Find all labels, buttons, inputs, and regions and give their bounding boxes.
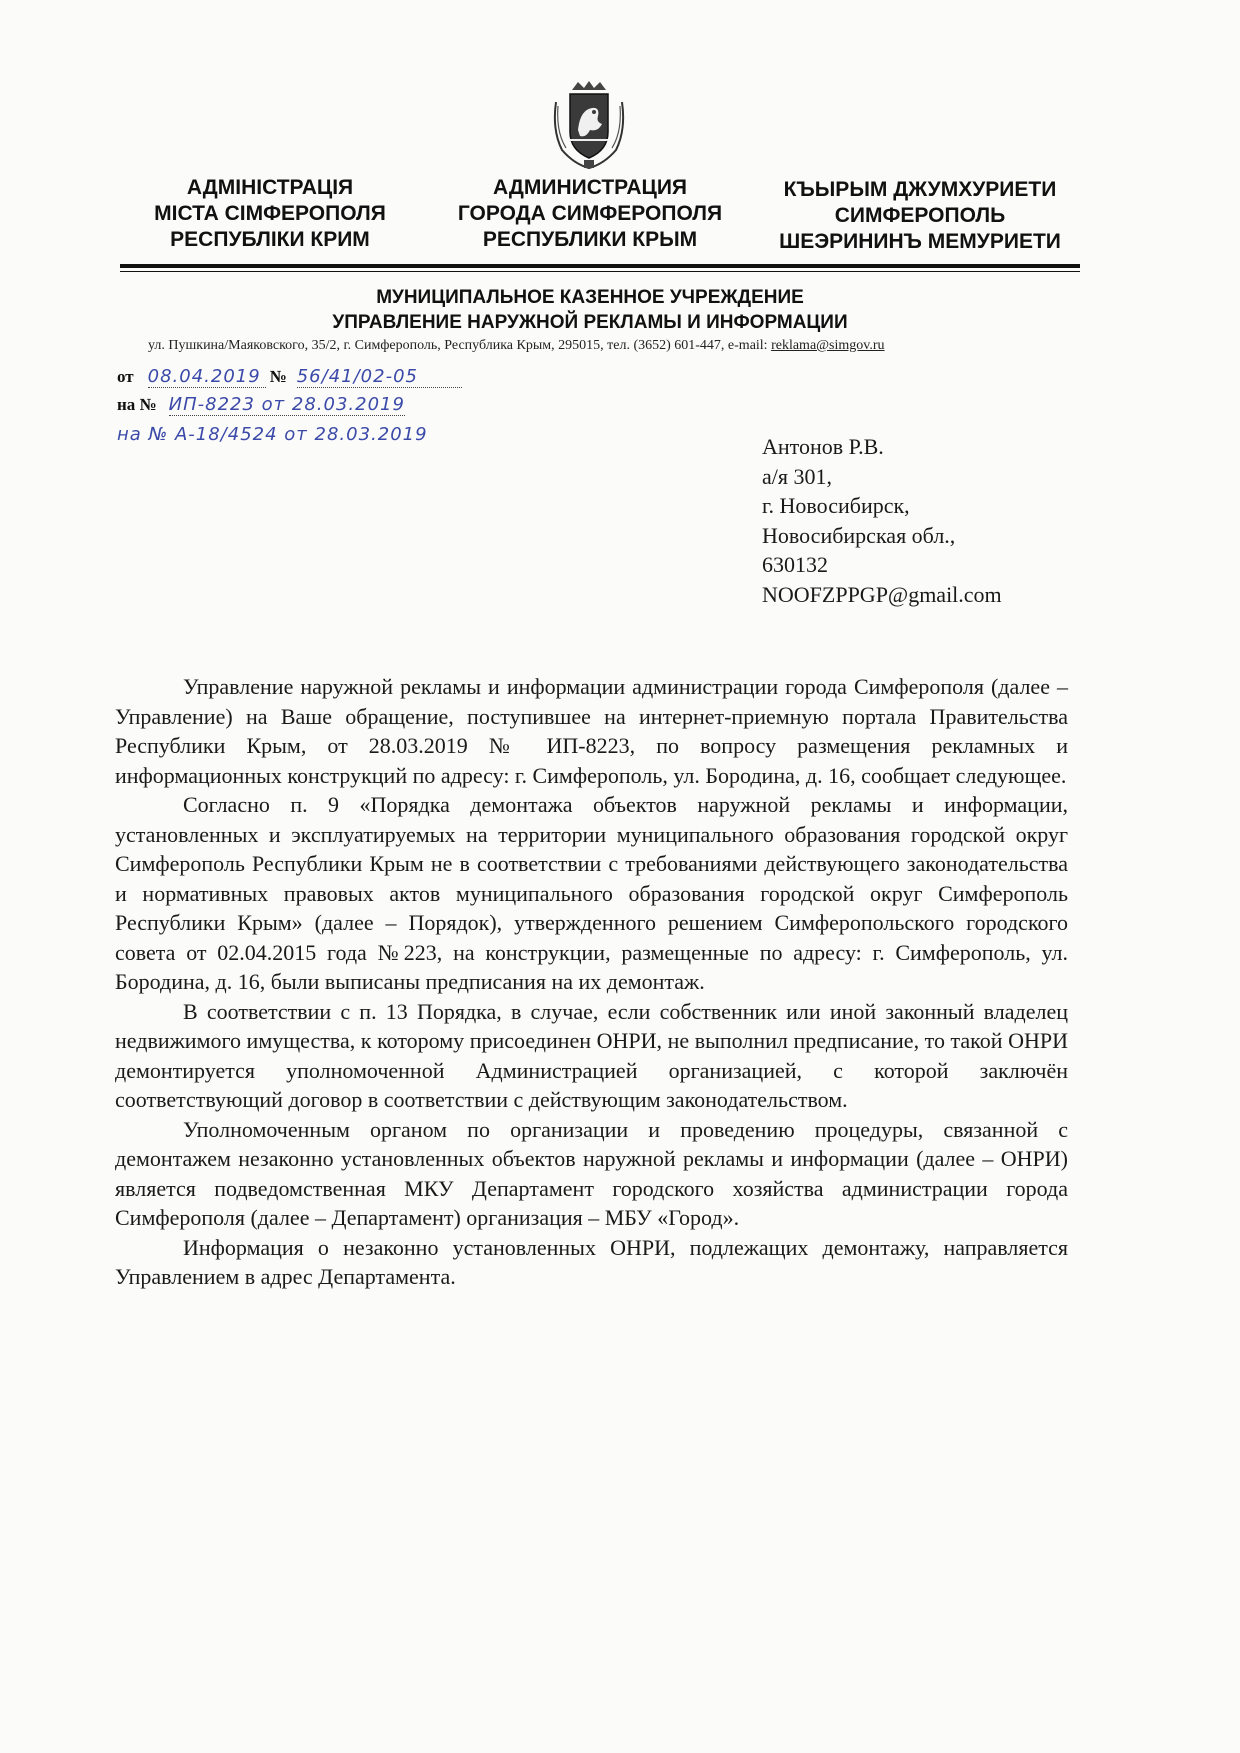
outgoing-date: 08.04.2019: [148, 366, 266, 388]
body-paragraph: Управление наружной рекламы и информации администрации города Симферополя (далее – Управление) на Ваше обращение, поступившее на интернет-приемную портала Правительства Республики Крым, от 28.03.2019 № ИП-8223, по вопросу размещения рекламных и информационных конструкций по адресу: г. Симферополь, ул. Бородина, д. 16, сообщает следующее.: [115, 674, 1068, 788]
body-paragraph: В соответствии с п. 13 Порядка, в случае, если собственник или иной законный владелец недвижимого имущества, к которому присоединен ОНРИ, не выполнил предписание, то такой ОНРИ демонтируется уполномоченной Администрацией организацией, с которой заключён соответствующий договор в соответствии с действующим законодательством.: [115, 998, 1068, 1112]
header-russian-line: ГОРОДА СИМФЕРОПОЛЯ: [457, 202, 723, 225]
recipient-region: Новосибирская обл.,: [762, 522, 956, 548]
organization-title: МУНИЦИПАЛЬНОЕ КАЗЕННОЕ УЧРЕЖДЕНИЕ: [376, 287, 804, 308]
email-link[interactable]: reklama@simgov.ru: [771, 338, 885, 353]
organization-address: [148, 338, 885, 354]
header-crimean-tatar: [760, 177, 1080, 255]
body-paragraph: Уполномоченным органом по организации и проведению процедуры, связанной с демонтажем незаконно установленных объектов наружной рекламы и информации (далее – ОНРИ) является подведомственная МКУ Департамент городского хозяйства администрации города Симферополя (далее – Департамент) организация – МБУ «Город».: [115, 1116, 1068, 1230]
recipient-email: NOOFZPPGP@gmail.com: [762, 581, 1002, 607]
crimea-coat-of-arms-icon: [548, 80, 630, 170]
recipient-po-box: а/я 301,: [762, 463, 832, 489]
reply-reference: [117, 394, 405, 416]
header-crimean-tatar-line: СИМФЕРОПОЛЬ: [834, 204, 1006, 227]
body-paragraph: Согласно п. 9 «Порядка демонтажа объектов наружной рекламы и информации, установленных и эксплуатируемых на территории муниципального образования городской округ Симферополь Республики Крым не в соответствии с требованиями действующего законодательства и нормативных правовых актов муниципального образования городской округ Симферополь Республики Крым» (далее – Порядок), утвержденного решением Симферопольского городского совета от 02.04.2015 года №223, на конструкции, размещенные по адресу: г. Симферополь, ул. Бородина, д. 16, были выписаны предписания на их демонтаж.: [115, 792, 1068, 994]
reply-label: на №: [117, 395, 157, 414]
letter-body: [115, 672, 1068, 1292]
body-paragraph: Информация о незаконно установленных ОНРИ, подлежащих демонтажу, направляется Управлением в адрес Департамента.: [115, 1234, 1068, 1289]
header-ukrainian-line: РЕСПУБЛІКИ КРИМ: [170, 228, 370, 251]
reply-reference-1: ИП-8223 от 28.03.2019: [168, 394, 405, 415]
recipient-postcode: 630132: [762, 552, 828, 577]
recipient-name: Антонов Р.В.: [762, 434, 884, 459]
number-label: №: [269, 367, 287, 386]
header-russian: [440, 175, 740, 253]
header-russian-line: АДМИНИСТРАЦИЯ: [492, 176, 688, 199]
outgoing-reference: [117, 366, 462, 388]
recipient-block: [762, 432, 1002, 609]
reply-reference-2: на № А-18/4524 от 28.03.2019: [117, 424, 428, 445]
address-text: ул. Пушкина/Маяковского, 35/2, г. Симферополь, Республика Крым, 295015, тел. (3652) 601-447, e-mail:: [148, 338, 772, 353]
header-crimean-tatar-line: ШЕЭРИНИНЪ МЕМУРИЕТИ: [779, 230, 1061, 253]
header-ukrainian-line: МІСТА СІМФЕРОПОЛЯ: [154, 202, 386, 225]
outgoing-number: 56/41/02-05: [297, 366, 462, 388]
header-divider-thin: [120, 271, 1080, 272]
header-russian-line: РЕСПУБЛИКИ КРЫМ: [482, 228, 698, 251]
header-ukrainian: [140, 175, 400, 253]
from-label: от: [117, 367, 134, 386]
organization-subtitle: УПРАВЛЕНИЕ НАРУЖНОЙ РЕКЛАМЫ И ИНФОРМАЦИИ: [332, 312, 848, 333]
header-crimean-tatar-line: КЪЫРЫМ ДЖУМХУРИЕТИ: [783, 178, 1057, 201]
recipient-city: г. Новосибирск,: [762, 493, 910, 518]
header-ukrainian-line: АДМІНІСТРАЦІЯ: [186, 176, 354, 199]
header-divider-thick: [120, 264, 1080, 268]
